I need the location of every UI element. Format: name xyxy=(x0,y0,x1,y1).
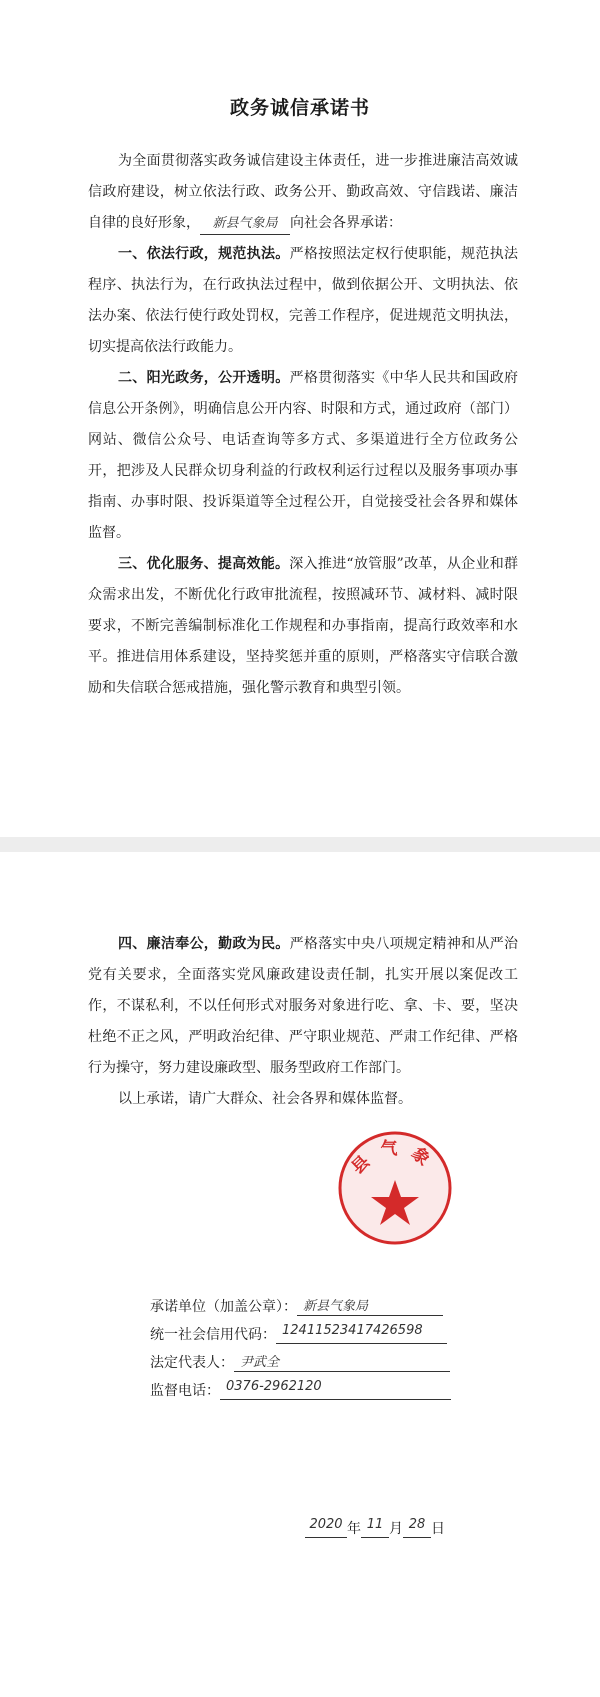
closing-paragraph: 以上承诺，请广大群众、社会各界和媒体监督。 xyxy=(118,1091,412,1107)
signature-credit-row xyxy=(150,1318,447,1344)
section-four xyxy=(88,929,518,1084)
section-one xyxy=(88,239,518,363)
date-year: 2020 xyxy=(305,1517,347,1538)
document-title: 政务诚信承诺书 xyxy=(229,97,370,119)
date-day-unit: 日 xyxy=(431,1521,445,1537)
rep-value: 尹武全 xyxy=(234,1351,450,1372)
intro-paragraph xyxy=(88,146,518,239)
date-year-unit: 年 xyxy=(347,1521,361,1537)
intro-text-before: 为全面贯彻落实政务诚信建设主体责任，进一步推进廉洁高效诚信政府建设，树立依法行政、政务公开、勤政高效、守信践诺、廉洁自律的良好形象， xyxy=(88,153,518,231)
section-two xyxy=(88,363,518,549)
seal-text: 县气象 xyxy=(347,1139,443,1179)
rep-label: 法定代表人： xyxy=(150,1355,234,1371)
signature-unit-row xyxy=(150,1290,443,1316)
section-four-text: 严格落实中央八项规定精神和从严治党有关要求，全面落实党风廉政建设责任制，扎实开展以案促改工作，不谋私利，不以任何形式对服务对象进行吃、拿、卡、要，坚决杜绝不正之风，严明政治纪律、严守职业规范、严肃工作纪律、严格行为操守，努力建设廉政型、服务型政府工作部门。 xyxy=(88,936,519,1076)
unit-value: 新县气象局 xyxy=(297,1295,443,1316)
date-month-unit: 月 xyxy=(389,1521,403,1537)
page-one xyxy=(0,0,600,837)
phone-value: 0376-2962120 xyxy=(220,1379,451,1400)
section-one-text: 严格按照法定权行使职能，规范执法程序、执法行为，在行政执法过程中，做到依据公开、文明执法、依法办案、依法行使行政处罚权，完善工作程序，促进规范文明执法，切实提高依法行政能力。 xyxy=(88,246,519,355)
section-four-heading: 四、廉洁奉公，勤政为民。 xyxy=(118,936,290,952)
section-one-heading: 一、依法行政，规范执法。 xyxy=(118,246,290,262)
section-three xyxy=(88,549,518,704)
section-two-heading: 二、阳光政务，公开透明。 xyxy=(118,370,290,386)
page-two-body xyxy=(88,929,518,1115)
section-three-text: 深入推进“放管服”改革，从企业和群众需求出发，不断优化行政审批流程，按照减环节、减材料、减时限要求，不断完善编制标准化工作规程和办事指南，提高行政效率和水平。推进信用体系建设，坚持奖惩并重的原则，严格落实守信联合激励和失信联合惩戒措施，强化警示教育和典型引领。 xyxy=(88,556,518,696)
phone-label: 监督电话： xyxy=(150,1383,220,1399)
intro-filled-unit: 新县气象局 xyxy=(200,214,290,235)
signature-phone-row xyxy=(150,1374,451,1400)
signature-rep-row xyxy=(150,1346,450,1372)
signing-date xyxy=(305,1517,445,1538)
date-day: 28 xyxy=(403,1517,431,1538)
official-seal-icon xyxy=(335,1128,455,1248)
credit-code-label: 统一社会信用代码： xyxy=(150,1327,276,1343)
credit-code-value: 12411523417426598 xyxy=(276,1323,447,1344)
date-month: 11 xyxy=(361,1517,389,1538)
section-three-heading: 三、优化服务、提高效能。 xyxy=(118,556,290,572)
intro-text-after: 向社会各界承诺： xyxy=(290,215,402,231)
section-two-text: 严格贯彻落实《中华人民共和国政府信息公开条例》，明确信息公开内容、时限和方式，通过政府（部门）网站、微信公众号、电话查询等多方式、多渠道进行全方位政务公开，把涉及人民群众切身利益的行政权利运行过程以及服务事项办事指南、办事时限、投诉渠道等全过程公开，自觉接受社会各界和媒体监督。 xyxy=(88,370,519,541)
unit-label: 承诺单位（加盖公章）： xyxy=(150,1299,297,1315)
page-one-body xyxy=(88,146,518,704)
